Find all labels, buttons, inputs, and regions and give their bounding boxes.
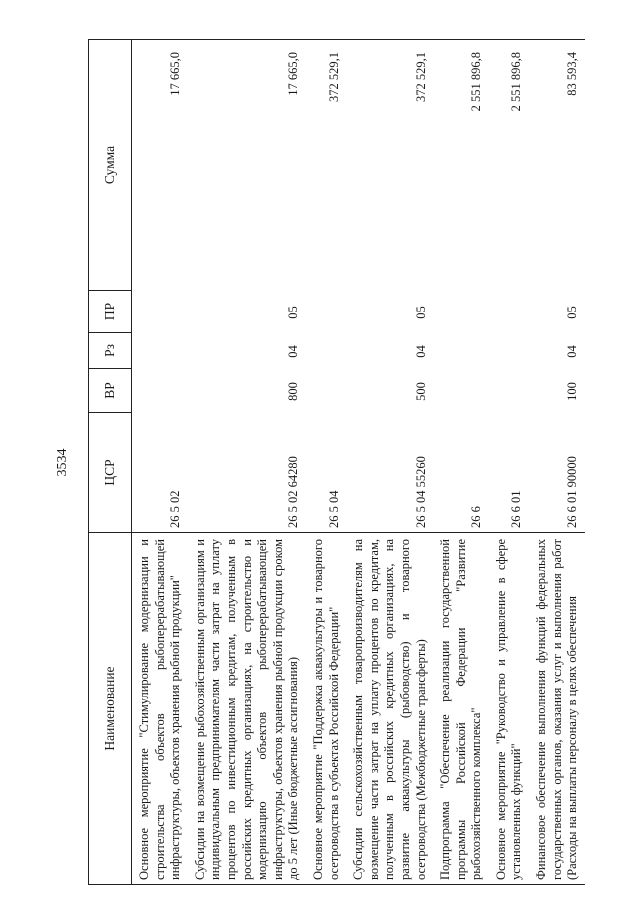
budget-table [88, 39, 585, 885]
row-vr [306, 369, 346, 413]
row-pr: 05 [286, 306, 301, 319]
row-sum: 2 551 896,8 [433, 40, 489, 291]
row-csr: 26 6 [469, 506, 484, 528]
table-row [306, 40, 346, 885]
header-name: Наименование [89, 533, 132, 885]
row-name: Субсидии на возмещение рыбохозяйственным организациям и индивидуальным предпринимателям части затрат на уплату процентов по инвестиционным кредитам, полученным в российских кредитных организациях, на строительство и модернизацию объектов рыбоперерабатывающей инфраструктуры, объектов хранения рыбной продукции сроком до 5 лет (Иные бюджетные ассигнования) [188, 533, 306, 885]
table-row [132, 40, 188, 885]
row-sum: 372 529,1 [306, 40, 346, 291]
header-csr: ЦСР [89, 413, 132, 533]
row-pr [433, 291, 489, 333]
row-rz: 04 [565, 345, 580, 358]
row-sum: 17 665,0 [132, 40, 188, 291]
table-row [346, 40, 433, 885]
row-vr [132, 369, 188, 413]
row-pr [489, 291, 529, 333]
rotated-page [48, 40, 593, 885]
row-pr: 05 [565, 306, 580, 319]
row-name: Основное мероприятие "Поддержка аквакультуры и товарного осетроводства в субъектах Российской Федерации" [306, 533, 346, 885]
row-rz [489, 333, 529, 369]
row-csr: 26 6 01 90000 [565, 456, 580, 528]
row-vr [433, 369, 489, 413]
row-csr: 26 5 02 64280 [286, 456, 301, 528]
row-rz: 04 [413, 345, 428, 358]
header-sum: Сумма [89, 40, 132, 291]
header-rz: Рз [89, 333, 132, 369]
row-vr: 500 [413, 382, 428, 401]
row-rz: 04 [286, 345, 301, 358]
table-row [188, 40, 306, 885]
header-pr: ПР [89, 291, 132, 333]
row-rz [433, 333, 489, 369]
table-row [433, 40, 489, 885]
row-csr: 26 5 02 [168, 490, 183, 528]
row-sum: 17 665,0 [188, 40, 306, 291]
row-name: Подпрограмма "Обеспечение реализации государственной программы Российской Федерации "Развитие рыбохозяйственного комплекса" [433, 533, 489, 885]
table-row [489, 40, 529, 885]
row-vr: 100 [565, 382, 580, 401]
row-pr [132, 291, 188, 333]
row-csr: 26 5 04 [326, 490, 341, 528]
row-name: Финансовое обеспечение выполнения функций федеральных государственных органов, оказания услуг и выполнения работ (Расходы на выплаты персоналу в целях обеспечения [529, 533, 585, 885]
row-name: Основное мероприятие "Руководство и управление в сфере установленных функций" [489, 533, 529, 885]
table-header-row [89, 40, 132, 885]
header-vr: ВР [89, 369, 132, 413]
row-csr: 26 6 01 [509, 490, 524, 528]
page-number: 3534 [55, 448, 70, 477]
row-name: Субсидии сельскохозяйственным товаропроизводителям на возмещение части затрат на уплату процентов по кредитам, полученным в российских кредитных организациях, на развитие аквакультуры (рыбоводство) и товарного осетроводства (Межбюджетные трансферты) [346, 533, 433, 885]
row-vr [489, 369, 529, 413]
row-sum: 2 551 896,8 [489, 40, 529, 291]
row-pr [306, 291, 346, 333]
row-pr: 05 [413, 306, 428, 319]
row-sum: 372 529,1 [346, 40, 433, 291]
row-name: Основное мероприятие "Стимулирование модернизации и строительства объектов рыбоперерабатывающей инфраструктуры, объектов хранения рыбной продукции" [132, 533, 188, 885]
row-vr: 800 [286, 382, 301, 401]
table-row [529, 40, 585, 885]
row-sum: 83 593,4 [529, 40, 585, 291]
row-csr: 26 5 04 55260 [413, 456, 428, 528]
row-rz [306, 333, 346, 369]
row-rz [132, 333, 188, 369]
